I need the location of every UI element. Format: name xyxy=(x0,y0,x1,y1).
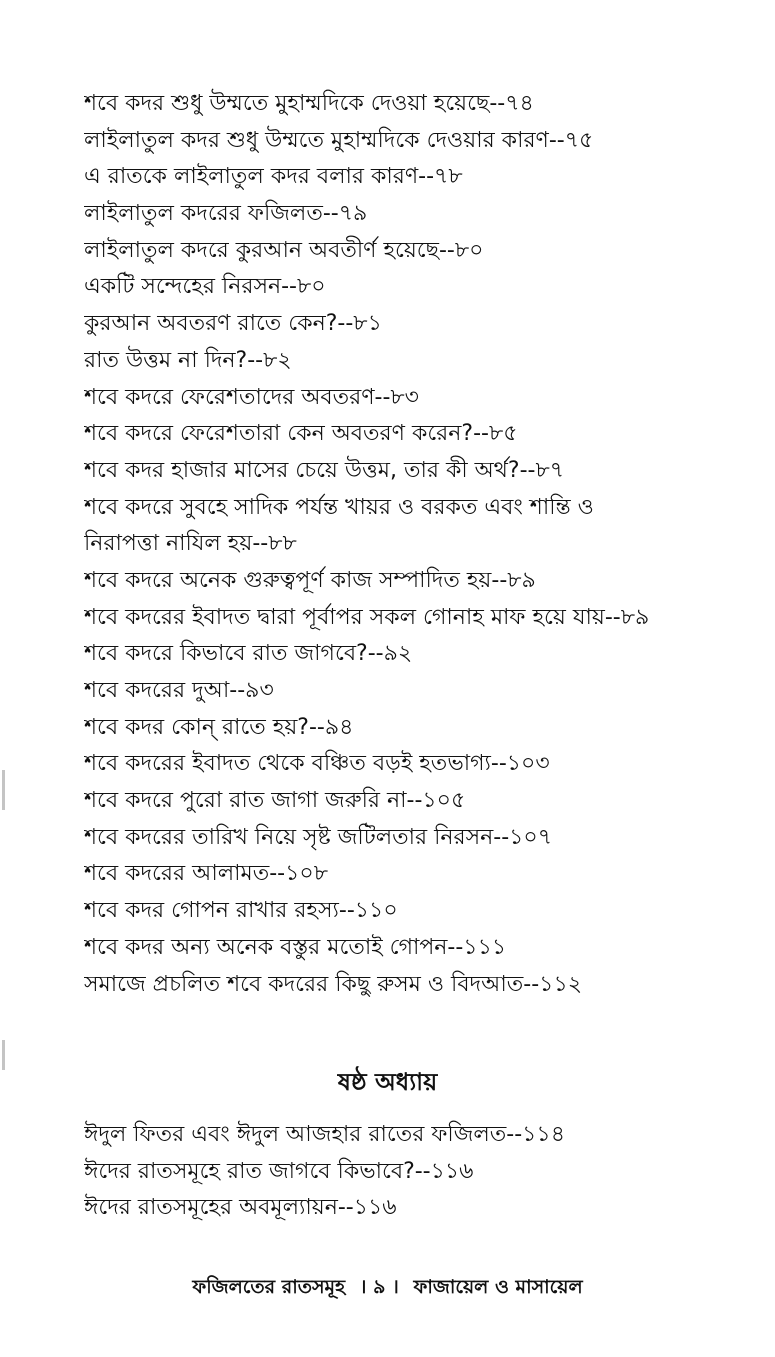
toc-entry: নিরাপত্তা নাযিল হয়--৮৮ xyxy=(84,531,297,557)
toc-entry: শবে কদরের দুআ--৯৩ xyxy=(84,678,274,703)
toc-entry: শবে কদরের আলামত--১০৮ xyxy=(84,861,328,887)
footer-page-number: । ৯ । xyxy=(359,1276,399,1298)
toc-entry: শবে কদর গোপন রাখার রহস্য--১১০ xyxy=(84,898,398,924)
toc-entry: লাইলাতুল কদর শুধু উম্মতে মুহাম্মদিকে দেওয়ার কারণ--৭৫ xyxy=(84,127,594,153)
toc-entry: শবে কদরের ইবাদত থেকে বঞ্চিত বড়ই হতভাগ্য--১০৩ xyxy=(84,751,550,777)
chapter-toc-entry: ঈদের রাতসমূহের অবমূল্যায়ন--১১৬ xyxy=(84,1195,397,1221)
footer-book-title: ফজিলতের রাতসমূহ xyxy=(192,1276,346,1298)
toc-entry: সমাজে প্রচলিত শবে কদরের কিছু রুসম ও বিদআত--১১২ xyxy=(84,971,583,997)
toc-entry: লাইলাতুল কদরের ফজিলত--৭৯ xyxy=(84,201,368,227)
toc-entry: শবে কদরে ফেরেশতারা কেন অবতরণ করেন?--৮৫ xyxy=(84,421,518,447)
scan-edge-mark xyxy=(2,770,5,810)
toc-entry: শবে কদর হাজার মাসের চেয়ে উত্তম, তার কী অর্থ?--৮৭ xyxy=(84,457,565,483)
chapter-toc xyxy=(84,1117,764,1227)
table-of-contents xyxy=(84,86,764,1003)
toc-entry: শবে কদরের তারিখ নিয়ে সৃষ্ট জটিলতার নিরসন--১০৭ xyxy=(84,824,553,850)
footer-series-title: ফাজায়েল ও মাসায়েল xyxy=(413,1276,583,1298)
chapter-toc-entry: ঈদুল ফিতর এবং ঈদুল আজহার রাতের ফজিলত--১১৪ xyxy=(84,1122,565,1147)
chapter-toc-entry: ঈদের রাতসমূহে রাত জাগবে কিভাবে?--১১৬ xyxy=(84,1158,474,1184)
toc-entry: শবে কদরে অনেক গুরুত্বপূর্ণ কাজ সম্পাদিত হয়--৮৯ xyxy=(84,567,536,593)
toc-entry: একটি সন্দেহের নিরসন--৮০ xyxy=(84,274,326,300)
toc-entry: কুরআন অবতরণ রাতে কেন?--৮১ xyxy=(84,311,382,337)
toc-entry: শবে কদরে পুরো রাত জাগা জরুরি না--১০৫ xyxy=(84,788,466,814)
toc-entry: শবে কদরের ইবাদত দ্বারা পূর্বাপর সকল গোনাহ মাফ হয়ে যায়--৮৯ xyxy=(84,604,650,630)
chapter-heading: ষষ্ঠ অধ্যায় xyxy=(337,1068,438,1096)
page-footer xyxy=(0,1272,775,1302)
toc-entry: শবে কদর শুধু উম্মতে মুহাম্মদিকে দেওয়া হয়েছে--৭৪ xyxy=(84,91,534,116)
toc-entry: শবে কদরে সুবহে সাদিক পর্যন্ত খায়র ও বরকত এবং শান্তি ও xyxy=(84,494,594,520)
toc-entry: শবে কদর কোন্ রাতে হয়?--৯৪ xyxy=(84,714,354,740)
toc-entry: লাইলাতুল কদরে কুরআন অবতীর্ণ হয়েছে--৮০ xyxy=(84,237,484,263)
toc-entry: শবে কদরে ফেরেশতাদের অবতরণ--৮৩ xyxy=(84,384,419,410)
scan-edge-mark xyxy=(2,1040,5,1070)
toc-entry: শবে কদর অন্য অনেক বস্তুর মতোই গোপন--১১১ xyxy=(84,934,507,960)
toc-entry: রাত উত্তম না দিন?--৮২ xyxy=(84,347,292,373)
toc-entry: শবে কদরে কিভাবে রাত জাগবে?--৯২ xyxy=(84,641,413,667)
toc-entry: এ রাতকে লাইলাতুল কদর বলার কারণ--৭৮ xyxy=(84,164,463,190)
